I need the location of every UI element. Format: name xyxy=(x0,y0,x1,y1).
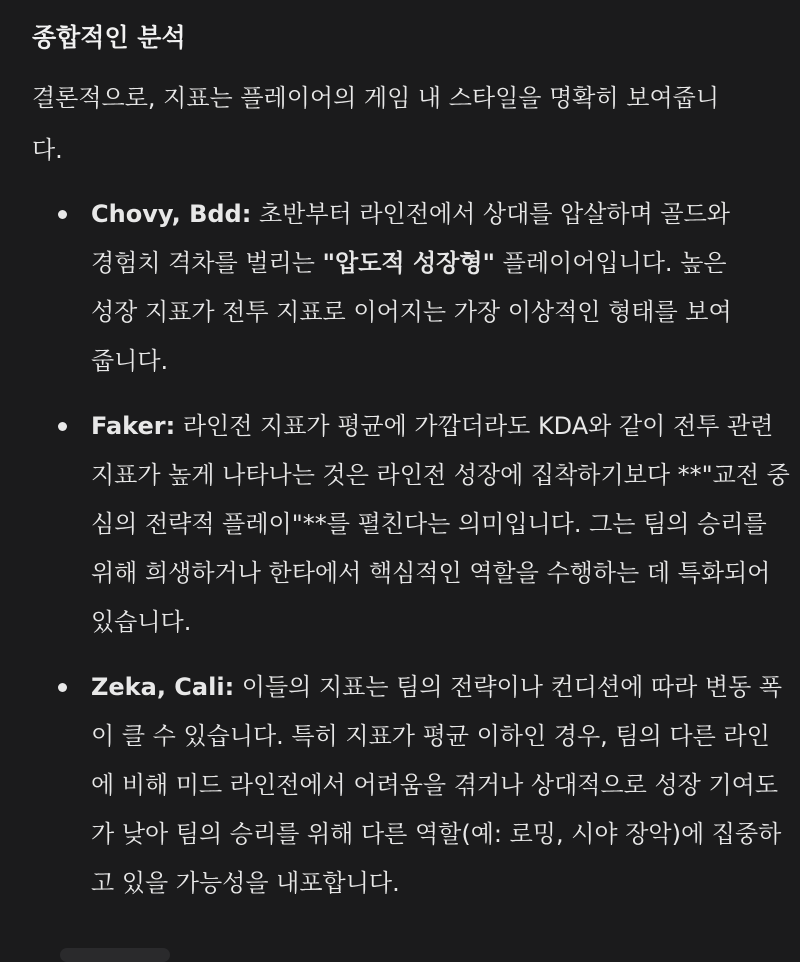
list-item-body xyxy=(91,190,751,386)
analysis-section xyxy=(32,18,790,924)
intro-paragraph: 결론적으로, 지표는 플레이어의 게임 내 스타일을 명확히 보여줍니다. xyxy=(32,84,719,164)
bullet-icon xyxy=(58,210,67,219)
action-bar-stub xyxy=(60,948,170,962)
list-item-chovy-bdd xyxy=(32,190,780,386)
player-name: Zeka, Cali: xyxy=(91,673,235,701)
player-analysis-list xyxy=(32,190,790,908)
list-item-body xyxy=(91,402,791,647)
item-text-after: 플레이어입니다. 높은 성장 지표가 전투 지표로 이어지는 가장 이상적인 형태를 보여줍니다. xyxy=(91,249,732,375)
player-name: Chovy, Bdd: xyxy=(91,200,252,228)
player-name: Faker: xyxy=(91,412,176,440)
bullet-icon xyxy=(58,683,67,692)
list-item-body xyxy=(91,663,791,908)
list-item-zeka-cali xyxy=(32,663,783,908)
item-text: 이들의 지표는 팀의 전략이나 컨디션에 따라 변동 폭이 클 수 있습니다. 특히 지표가 평균 이하인 경우, 팀의 다른 라인에 비해 미드 라인전에서 어려움을 겪거나 상대적으로 성장 기여도가 낮아 팀의 승리를 위해 다른 역할(예: 로밍, 시야 장악)에 집중하고 있을 가능성을 내포합니다. xyxy=(91,673,783,897)
item-text: 라인전 지표가 평균에 가깝더라도 KDA와 같이 전투 관련 지표가 높게 나타나는 것은 라인전 성장에 집착하기보다 **"교전 중심의 전략적 플레이"**를 펼친다는 의미입니다. 그는 팀의 승리를 위해 희생하거나 한타에서 핵심적인 역할을 수행하는 데 특화되어 있습니다. xyxy=(91,412,790,636)
list-item-faker xyxy=(32,402,790,647)
section-title: 종합적인 분석 xyxy=(32,23,186,52)
item-highlight: "압도적 성장형" xyxy=(322,249,496,277)
bullet-icon xyxy=(58,422,67,431)
item-text-before: 초반부터 라인전에서 상대를 압살하며 골드와 경험치 격차를 벌리는 xyxy=(91,200,730,277)
